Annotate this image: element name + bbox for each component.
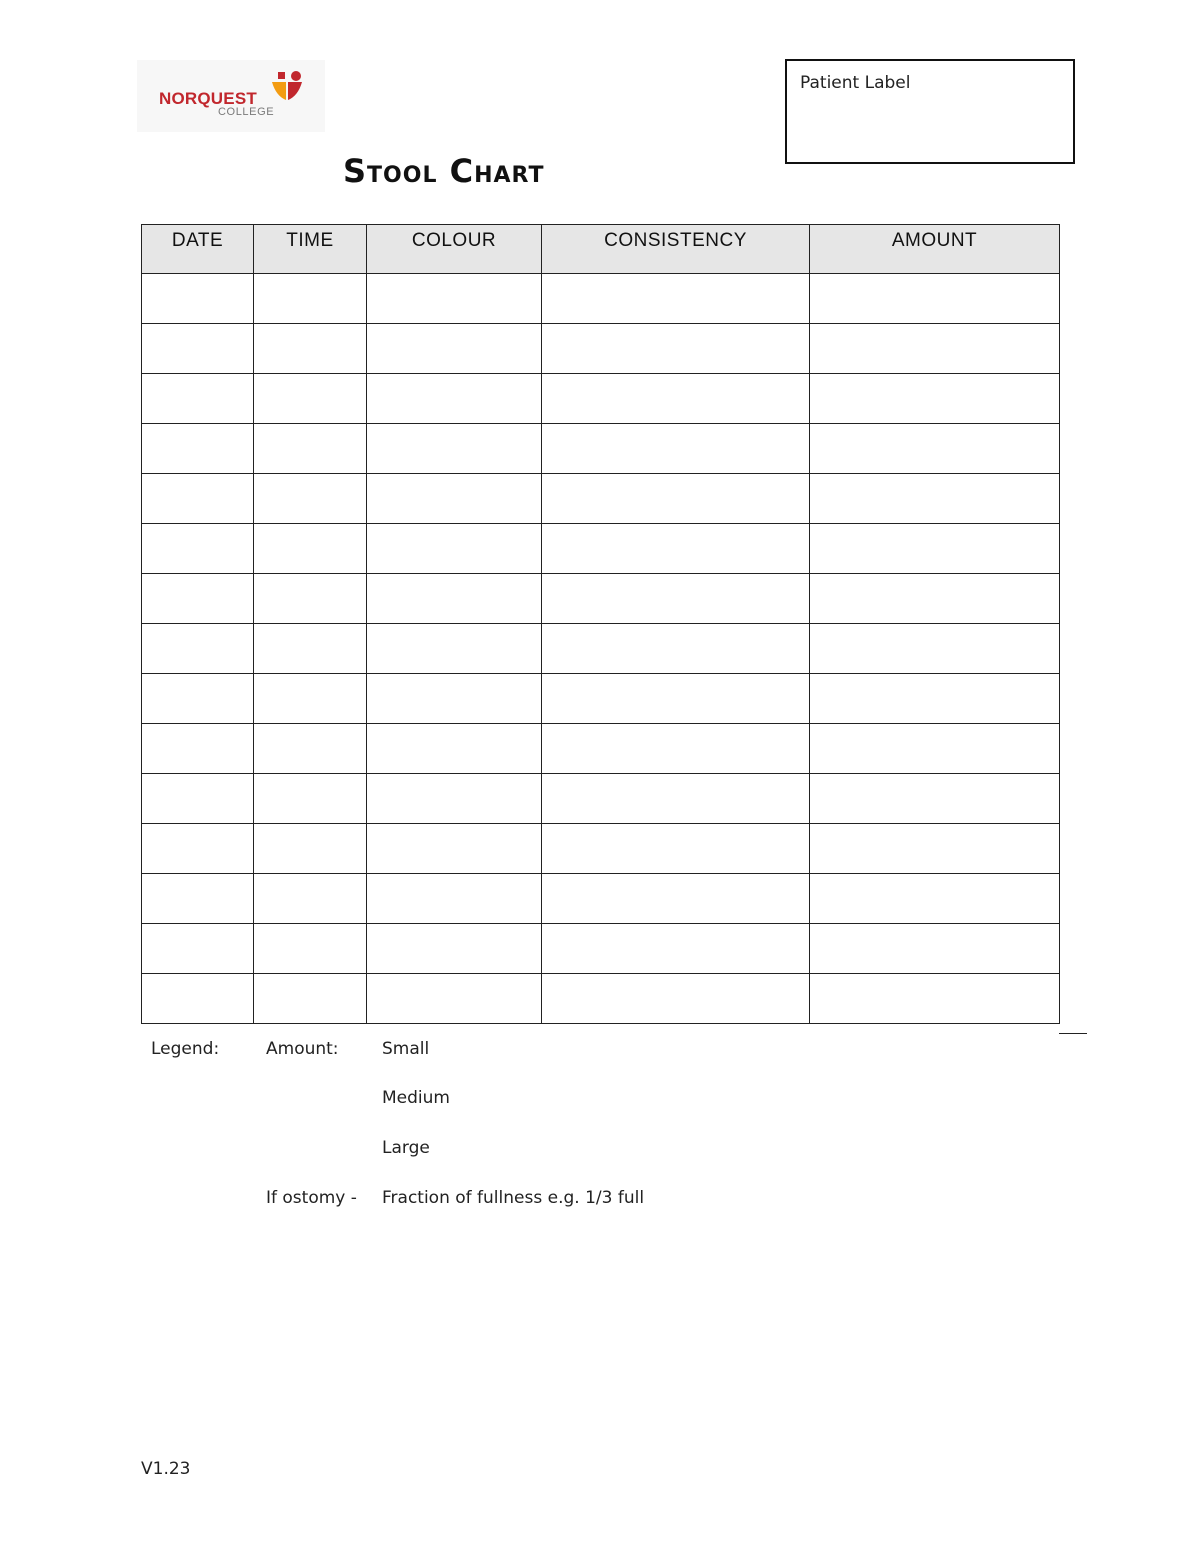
table-cell-date[interactable] bbox=[142, 574, 254, 624]
table-row bbox=[142, 774, 1060, 824]
column-header-amount: AMOUNT bbox=[810, 225, 1060, 274]
table-cell-amount[interactable] bbox=[810, 474, 1060, 524]
table-cell-consistency[interactable] bbox=[542, 724, 810, 774]
logo-name: NORQUEST bbox=[159, 89, 257, 108]
table-cell-date[interactable] bbox=[142, 774, 254, 824]
column-header-date: DATE bbox=[142, 225, 254, 274]
table-cell-date[interactable] bbox=[142, 824, 254, 874]
norquest-college-logo bbox=[137, 60, 325, 132]
column-header-time: TIME bbox=[254, 225, 367, 274]
table-cell-time[interactable] bbox=[254, 924, 367, 974]
table-cell-time[interactable] bbox=[254, 274, 367, 324]
table-row bbox=[142, 324, 1060, 374]
table-cell-amount[interactable] bbox=[810, 824, 1060, 874]
legend-ostomy-text: Fraction of fullness e.g. 1/3 full bbox=[382, 1188, 645, 1208]
table-cell-amount[interactable] bbox=[810, 324, 1060, 374]
table-cell-date[interactable] bbox=[142, 524, 254, 574]
table-header-row bbox=[142, 225, 1060, 274]
table-cell-time[interactable] bbox=[254, 624, 367, 674]
norquest-logo-mark-icon bbox=[270, 70, 304, 106]
logo-sub: COLLEGE bbox=[218, 106, 275, 118]
column-header-colour: COLOUR bbox=[367, 225, 542, 274]
table-row bbox=[142, 924, 1060, 974]
table-cell-time[interactable] bbox=[254, 724, 367, 774]
table-cell-date[interactable] bbox=[142, 974, 254, 1024]
table-cell-colour[interactable] bbox=[367, 374, 542, 424]
legend-label: Legend: bbox=[151, 1039, 220, 1059]
table-cell-consistency[interactable] bbox=[542, 774, 810, 824]
table-cell-consistency[interactable] bbox=[542, 974, 810, 1024]
table-row bbox=[142, 624, 1060, 674]
table-cell-time[interactable] bbox=[254, 874, 367, 924]
table-cell-date[interactable] bbox=[142, 424, 254, 474]
table-cell-colour[interactable] bbox=[367, 474, 542, 524]
table-cell-amount[interactable] bbox=[810, 624, 1060, 674]
table-bottom-rule bbox=[1059, 1033, 1087, 1034]
table-cell-colour[interactable] bbox=[367, 524, 542, 574]
table-cell-time[interactable] bbox=[254, 324, 367, 374]
table-cell-amount[interactable] bbox=[810, 874, 1060, 924]
legend-ostomy-label: If ostomy - bbox=[266, 1188, 357, 1208]
table-cell-consistency[interactable] bbox=[542, 924, 810, 974]
table-cell-amount[interactable] bbox=[810, 574, 1060, 624]
table-row bbox=[142, 374, 1060, 424]
table-row bbox=[142, 824, 1060, 874]
table-cell-consistency[interactable] bbox=[542, 474, 810, 524]
legend-amount-small: Small bbox=[382, 1039, 430, 1059]
table-cell-time[interactable] bbox=[254, 974, 367, 1024]
table-row bbox=[142, 274, 1060, 324]
page-title: Stool Chart bbox=[343, 152, 545, 190]
table-cell-amount[interactable] bbox=[810, 674, 1060, 724]
table-cell-colour[interactable] bbox=[367, 724, 542, 774]
table-cell-colour[interactable] bbox=[367, 624, 542, 674]
table-cell-time[interactable] bbox=[254, 524, 367, 574]
table-cell-time[interactable] bbox=[254, 374, 367, 424]
table-cell-date[interactable] bbox=[142, 724, 254, 774]
table-row bbox=[142, 474, 1060, 524]
table-row bbox=[142, 724, 1060, 774]
table-cell-time[interactable] bbox=[254, 674, 367, 724]
table-cell-date[interactable] bbox=[142, 474, 254, 524]
table-cell-consistency[interactable] bbox=[542, 874, 810, 924]
table-cell-consistency[interactable] bbox=[542, 274, 810, 324]
table-cell-amount[interactable] bbox=[810, 974, 1060, 1024]
table-cell-amount[interactable] bbox=[810, 724, 1060, 774]
table-cell-time[interactable] bbox=[254, 474, 367, 524]
table-cell-time[interactable] bbox=[254, 424, 367, 474]
table-cell-colour[interactable] bbox=[367, 824, 542, 874]
legend-amount-label: Amount: bbox=[266, 1039, 339, 1059]
table-cell-amount[interactable] bbox=[810, 774, 1060, 824]
stool-chart-table bbox=[141, 224, 1060, 1024]
table-cell-date[interactable] bbox=[142, 274, 254, 324]
table-cell-colour[interactable] bbox=[367, 774, 542, 824]
table-row bbox=[142, 674, 1060, 724]
table-row bbox=[142, 424, 1060, 474]
table-cell-consistency[interactable] bbox=[542, 324, 810, 374]
table-cell-consistency[interactable] bbox=[542, 624, 810, 674]
table-cell-colour[interactable] bbox=[367, 974, 542, 1024]
table-cell-date[interactable] bbox=[142, 624, 254, 674]
table-row bbox=[142, 974, 1060, 1024]
table-cell-time[interactable] bbox=[254, 774, 367, 824]
patient-label-text: Patient Label bbox=[800, 73, 911, 93]
table-cell-time[interactable] bbox=[254, 574, 367, 624]
table-body bbox=[142, 274, 1060, 1024]
table-cell-date[interactable] bbox=[142, 924, 254, 974]
table-row bbox=[142, 574, 1060, 624]
table-cell-consistency[interactable] bbox=[542, 424, 810, 474]
table-cell-time[interactable] bbox=[254, 824, 367, 874]
table-row bbox=[142, 524, 1060, 574]
table-cell-amount[interactable] bbox=[810, 424, 1060, 474]
table-cell-colour[interactable] bbox=[367, 324, 542, 374]
table-cell-consistency[interactable] bbox=[542, 574, 810, 624]
table-cell-date[interactable] bbox=[142, 374, 254, 424]
table-cell-colour[interactable] bbox=[367, 874, 542, 924]
patient-label-box[interactable] bbox=[785, 59, 1075, 164]
column-header-consistency: CONSISTENCY bbox=[542, 225, 810, 274]
table-cell-date[interactable] bbox=[142, 874, 254, 924]
table-cell-consistency[interactable] bbox=[542, 524, 810, 574]
table-cell-amount[interactable] bbox=[810, 274, 1060, 324]
table-cell-amount[interactable] bbox=[810, 524, 1060, 574]
table-cell-colour[interactable] bbox=[367, 574, 542, 624]
legend-amount-large: Large bbox=[382, 1138, 430, 1158]
table-cell-colour[interactable] bbox=[367, 424, 542, 474]
table-cell-amount[interactable] bbox=[810, 924, 1060, 974]
table-cell-consistency[interactable] bbox=[542, 824, 810, 874]
table-cell-consistency[interactable] bbox=[542, 374, 810, 424]
legend-amount-medium: Medium bbox=[382, 1088, 450, 1108]
table-row bbox=[142, 874, 1060, 924]
table-cell-consistency[interactable] bbox=[542, 674, 810, 724]
table-cell-date[interactable] bbox=[142, 324, 254, 374]
version-label: V1.23 bbox=[141, 1459, 191, 1479]
table-cell-colour[interactable] bbox=[367, 274, 542, 324]
table-cell-colour[interactable] bbox=[367, 674, 542, 724]
table-cell-date[interactable] bbox=[142, 674, 254, 724]
table-cell-colour[interactable] bbox=[367, 924, 542, 974]
table-cell-amount[interactable] bbox=[810, 374, 1060, 424]
